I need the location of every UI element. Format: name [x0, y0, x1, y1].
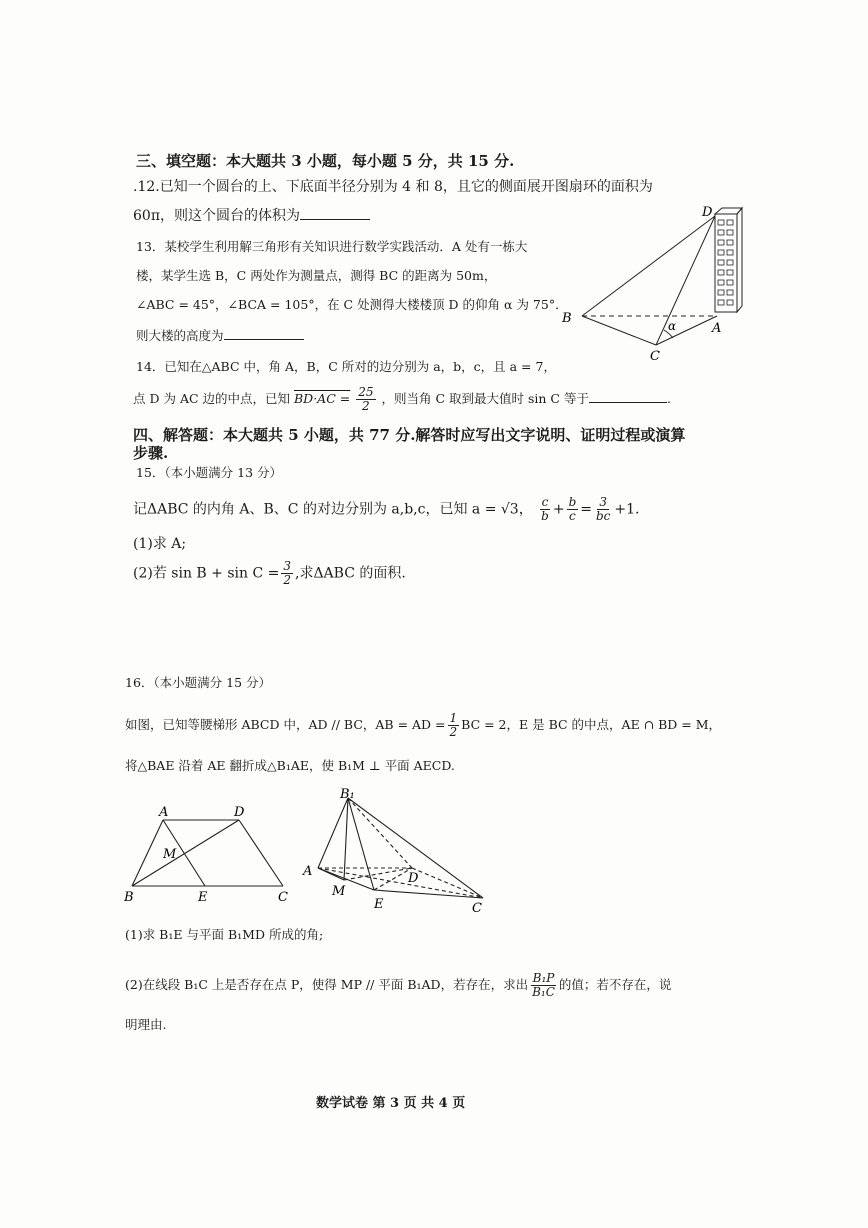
q12-line1: .12.已知一个圆台的上、下底面半径分别为 4 和 8，且它的侧面展开图扇环的面积为 — [133, 179, 653, 195]
pyr-label-A: A — [303, 864, 313, 879]
trapezoid-figure — [118, 800, 303, 910]
q16-part2: (2)在线段 B₁C 上是否存在点 P，使得 MP // 平面 B₁AD，若存在，求出 $\frac{\text{B₁P}}{\text{B₁C}}$ 的值；若不存在，说 — [125, 971, 672, 999]
label-A: A — [712, 321, 722, 336]
q15-part1: (1)求 A; — [133, 536, 187, 552]
building-figure — [552, 200, 752, 370]
q16-part1: (1)求 B₁E 与平面 B₁MD 所成的角; — [125, 927, 324, 942]
q16-stem1: 如图，已知等腰梯形 ABCD 中，AD // BC，AB = AD = $\frac{1}{2}$ BC = 2，E 是 BC 的中点，AE ∩ BD = M， — [125, 711, 722, 739]
q16-stem2: 将△BAE 沿着 AE 翻折成△B₁AE，使 B₁M ⊥ 平面 AECD. — [125, 758, 455, 773]
q15-part2: (2)若 sin B + sin C = $\frac{3}{2}$ ,求ΔABC 的面积. — [133, 559, 406, 587]
q13-line1: 13．某校学生利用解三角形有关知识进行数学实践活动．A 处有一栋大 — [136, 239, 528, 254]
pyr-label-C: C — [472, 901, 482, 916]
q15-header: 15．（本小题满分 13 分） — [136, 465, 283, 480]
page-footer: 数学试卷 第 3 页 共 4 页 — [316, 1096, 466, 1111]
q15-stem: 记ΔABC 的内角 A、B、C 的对边分别为 a,b,c，已知 a = √3， $\frac{c}{b}$ + $\frac{b}{c}$ = $\frac{3}{bc}$ +1. — [133, 495, 640, 523]
q14-line1: 14．已知在△ABC 中，角 A，B，C 所对的边分别为 a，b，c，且 a = 7， — [136, 359, 556, 374]
label-C: C — [650, 349, 660, 364]
q12-answer-blank[interactable] — [300, 205, 370, 220]
q13-line3: ∠ABC = 45°，∠BCA = 105°，在 C 处测得大楼楼顶 D 的仰角 α 为 75°． — [136, 297, 568, 312]
pyr-label-B1: B₁ — [340, 787, 355, 802]
trap-label-D: D — [234, 805, 245, 820]
q14-fraction: $\frac{25}{2}$ — [358, 385, 374, 413]
q16-part2-cont: 明理由. — [125, 1017, 167, 1032]
trap-label-E: E — [198, 890, 208, 905]
q12-line2: 60π，则这个圆台的体积为 — [133, 205, 370, 225]
q14-vector-expr: BD·AC = — [294, 391, 351, 406]
label-B: B — [562, 311, 572, 326]
trap-label-M: M — [163, 847, 177, 862]
pyramid-figure — [300, 780, 500, 920]
q13-line4: 则大楼的高度为 — [136, 325, 304, 344]
trap-label-A: A — [159, 805, 169, 820]
section3-title: 三、填空题：本大题共 3 小题，每小题 5 分，共 15 分. — [136, 152, 515, 170]
q14-line2: 点 D 为 AC 边的中点，已知 BD·AC = $\frac{25}{2}$ ，则当角 C 取到最大值时 sin C 等于 . — [133, 385, 671, 413]
pyr-label-E: E — [374, 897, 384, 912]
q14-answer-blank[interactable] — [589, 388, 667, 403]
section4-title-line1: 四、解答题：本大题共 5 小题，共 77 分.解答时应写出文字说明、证明过程或演算 — [133, 426, 686, 444]
q13-answer-blank[interactable] — [224, 325, 304, 340]
trap-label-B: B — [124, 890, 134, 905]
label-D: D — [702, 205, 713, 220]
trap-label-C: C — [278, 890, 288, 905]
q16-header: 16．（本小题满分 15 分） — [125, 675, 272, 690]
section4-title-line2: 步骤. — [133, 444, 169, 462]
pyr-label-M: M — [332, 884, 346, 899]
q13-line2: 楼，某学生选 B，C 两处作为测量点，测得 BC 的距离为 50m， — [136, 268, 497, 283]
label-alpha: α — [668, 319, 677, 333]
pyr-label-D: D — [408, 871, 419, 886]
